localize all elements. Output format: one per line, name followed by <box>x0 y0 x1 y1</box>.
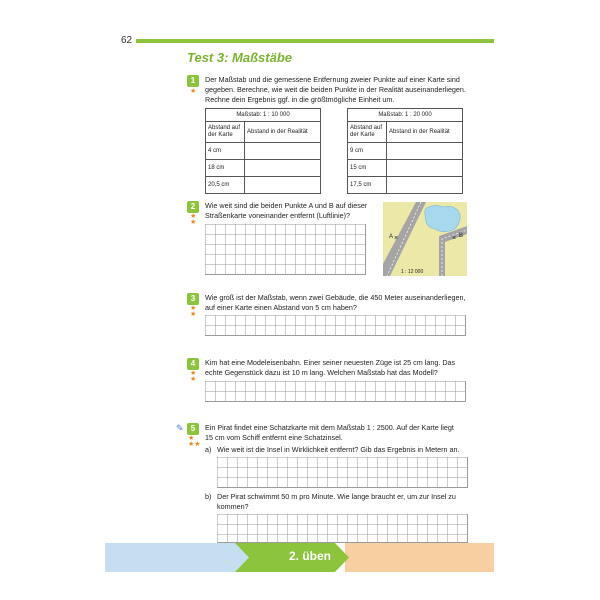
answer-cell[interactable] <box>387 160 463 177</box>
table-b-col1: Abstand auf der Karte <box>348 122 387 143</box>
answer-grid[interactable] <box>205 381 466 402</box>
question-4-text: Kim hat eine Modeleisenbahn. Einer seiner neuesten Züge ist 25 cm lang. Das echte Gegenstück dazu ist 10 m lang. Welchen Maßstab hat das Modell? <box>205 358 456 377</box>
table-b-col2: Abstand in der Realität <box>387 122 463 143</box>
table-a-scale: Maßstab: 1 : 10 000 <box>206 109 321 122</box>
map-cross-b: × <box>452 235 457 242</box>
question-5-text: Ein Pirat findet eine Schatzkarte mit dem Maßstab 1 : 2500. Auf der Karte liegt 15 cm vom Schiff entfernt eine Schatzinsel. <box>205 423 454 442</box>
table-a-col1: Abstand auf der Karte <box>206 122 245 143</box>
table-b-row: 17,5 cm <box>348 177 387 194</box>
page-number: 62 <box>121 35 133 46</box>
difficulty-star-icon: ★ ★ <box>190 305 197 318</box>
table-a-row: 20,5 cm <box>206 177 245 194</box>
scale-table-a <box>205 108 321 194</box>
scale-table-b <box>347 108 463 194</box>
answer-cell[interactable] <box>245 160 321 177</box>
subquestion-b-label: b) <box>205 492 212 501</box>
answer-grid[interactable] <box>205 315 466 336</box>
answer-grid[interactable] <box>205 224 366 275</box>
table-a-col2: Abstand in der Realität <box>245 122 321 143</box>
subquestion-a-label: a) <box>205 445 212 454</box>
question-3-number: 3 <box>187 293 199 305</box>
subquestion-b-text: Der Pirat schwimmt 50 m pro Minute. Wie lange braucht er, um zur Insel zu kommen? <box>217 492 456 511</box>
difficulty-star-icon: ★ ★ <box>190 370 197 383</box>
table-b-scale: Maßstab: 1 : 20 000 <box>348 109 463 122</box>
answer-grid[interactable] <box>217 457 468 488</box>
table-b-row: 15 cm <box>348 160 387 177</box>
map-cross-a: × <box>394 235 399 242</box>
difficulty-star-icon: ★ ★ <box>190 213 197 226</box>
answer-grid[interactable] <box>217 514 468 543</box>
question-1-text: Der Maßstab und die gemessene Entfernung zweier Punkte auf einer Karte sind gegeben. Berechne, wie weit die beiden Punkte in der Realität auseinanderliegen. Rechne dein Ergebnis ggf. in die größtmögliche Einheit um. <box>205 75 466 104</box>
difficulty-star-icon: ★ ★★ <box>188 435 201 448</box>
question-1-number: 1 <box>187 75 199 87</box>
answer-cell[interactable] <box>387 143 463 160</box>
header-rule <box>136 39 494 43</box>
map-point-b-label: B <box>459 233 464 239</box>
question-4-number: 4 <box>187 358 199 370</box>
table-b-row: 9 cm <box>348 143 387 160</box>
difficulty-star-icon: ★ <box>190 88 197 95</box>
answer-cell[interactable] <box>245 177 321 194</box>
pencil-icon: ✎ <box>176 423 184 433</box>
subquestion-a-text: Wie weit ist die Insel in Wirklichkeit entfernt? Gib das Ergebnis in Metern an. <box>217 445 460 454</box>
map-scale-label: 1 : 12 000 <box>401 269 424 275</box>
question-2-text: Wie weit sind die beiden Punkte A und B auf dieser Straßenkarte voneinander entfernt (Luftlinie)? <box>205 201 368 220</box>
answer-cell[interactable] <box>387 177 463 194</box>
answer-cell[interactable] <box>245 143 321 160</box>
question-5-number: 5 <box>187 423 199 435</box>
map-point-a-label: A <box>389 234 394 240</box>
table-a-row: 4 cm <box>206 143 245 160</box>
footer-label: 2. üben <box>288 549 331 563</box>
table-a-row: 18 cm <box>206 160 245 177</box>
question-3-text: Wie groß ist der Maßstab, wenn zwei Gebäude, die 450 Meter auseinanderliegen, auf einer Karte einen Abstand von 5 cm haben? <box>205 293 466 312</box>
question-2-number: 2 <box>187 201 199 213</box>
page-title: Test 3: Maßstäbe <box>187 50 292 65</box>
street-map <box>383 202 467 276</box>
